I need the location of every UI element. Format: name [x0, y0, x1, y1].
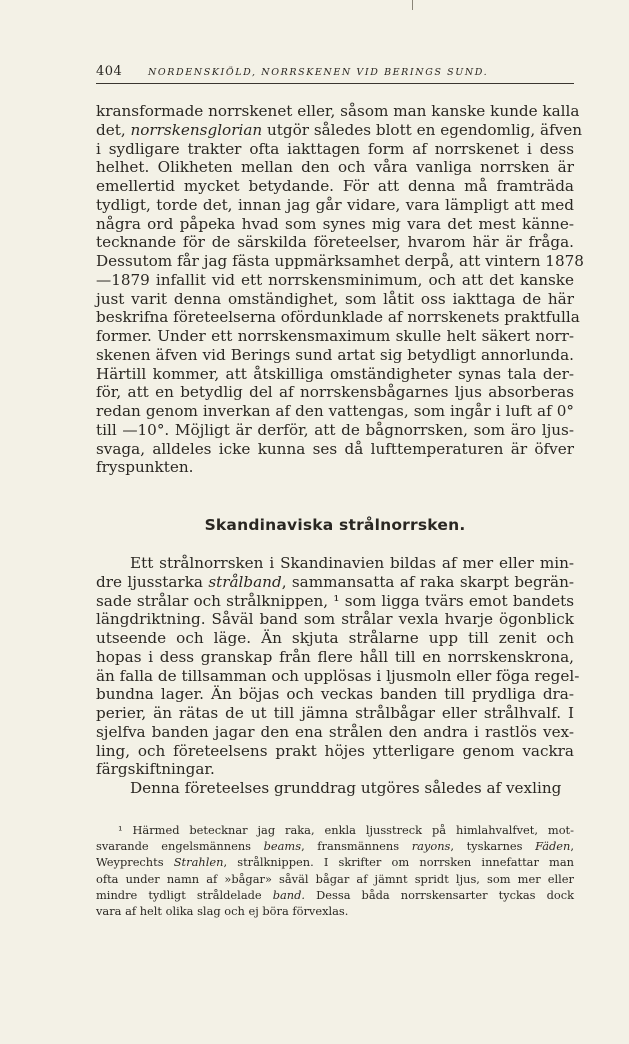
paragraph-2-line: bundna lager. Än böjas och veckas banden till prydliga dra-: [96, 685, 574, 704]
top-margin-tick: [412, 0, 413, 10]
paragraph-1-line: några ord påpeka hvad som synes mig vara det mest känne-: [96, 214, 574, 233]
running-header: [96, 64, 574, 82]
paragraph-2-line: än falla de tillsamman och upplösas i ljusmoln eller föga regel-: [96, 666, 580, 685]
header-rule: [96, 83, 574, 84]
paragraph-1-line: helhet. Olikheten mellan den och våra vanliga norrsken är: [96, 158, 574, 177]
footnote-line: vara af helt olika slag och ej böra förvexlas.: [96, 903, 349, 918]
paragraph-1-line: det, norrskensglorian utgör således blott en egendomlig, äfven: [96, 120, 583, 139]
paragraph-1-line: emellertid mycket betydande. För att denna må framträda: [96, 177, 574, 195]
paragraph-1-line: tydligt, torde det, innan jag går vidare, vara lämpligt att med: [96, 195, 574, 214]
paragraph-2-line: sjelfva banden jagar den ena strålen den andra i rastlös vex-: [96, 722, 574, 741]
footnote: [96, 822, 574, 919]
footnote-line: ¹ Härmed betecknar jag raka, enkla ljusstreck på himlahvalfvet, mot-: [118, 823, 574, 837]
paragraph-2-line: färgskiftningar.: [96, 760, 215, 779]
paragraph-1-line: tecknande för de särskilda företeelser, hvarom här är fråga.: [96, 233, 574, 252]
running-title: NORDENSKIÖLD, NORRSKENEN VID BERINGS SUND.: [148, 67, 489, 78]
paragraph-1-line: Dessutom får jag fästa uppmärksamhet derpå, att vintern 1878: [96, 252, 584, 270]
paragraph-2-line: perier, än rätas de ut till jämna strålbågar eller strålhvalf. I: [96, 704, 574, 722]
paragraph-1-line: just varit denna omständighet, som låtit oss iakttaga de här: [96, 289, 574, 308]
book-page: [96, 64, 584, 918]
paragraph-1: [96, 102, 584, 477]
paragraph-1-line: Härtill kommer, att åtskilliga omständigheter synas tala der-: [96, 364, 574, 383]
paragraph-2-line: sade strålar och strålknippen, ¹ som ligga tvärs emot bandets: [96, 591, 574, 610]
paragraph-1-line: i sydligare trakter ofta iakttagen form af norrskenet i dess: [96, 139, 574, 158]
section-heading: Skandinaviska strålnorrsken.: [204, 516, 466, 534]
paragraph-1-line: svaga, alldeles icke kunna ses då lufttemperaturen är öfver: [96, 439, 574, 458]
paragraph-2-line: ling, och företeelsens prakt höjes ytterligare genom vackra: [96, 741, 574, 760]
footnote-line: mindre tydligt stråldelade band. Dessa båda norrskensarter tyckas dock: [96, 887, 575, 902]
paragraph-2-line: Ett strålnorrsken i Skandinavien bildas af mer eller min-: [130, 554, 574, 572]
paragraph-1-line: former. Under ett norrskensmaximum skulle helt säkert norr-: [96, 327, 574, 345]
paragraph-1-line: skenen äfven vid Berings sund artat sig betydligt annorlunda.: [96, 345, 574, 364]
footnote-line: Weyprechts Strahlen, strålknippen. I skrifter om norrsken innefattar man: [96, 855, 574, 870]
footnote-line: ofta under namn af »bågar» såväl bågar af jämnt spridt ljus, som mer eller: [96, 871, 574, 886]
paragraph-1-line: kransformade norrskenet eller, såsom man kanske kunde kalla: [96, 102, 580, 120]
paragraph-2-line: Denna företeelses grunddrag utgöres således af vexling: [130, 779, 562, 797]
paragraph-2-line: längdriktning. Såväl band som strålar vexla hvarje ögonblick: [96, 610, 574, 629]
paragraph-1-line: till —10°. Möjligt är derför, att de bågnorrsken, som äro ljus-: [96, 420, 574, 439]
paragraph-1-line: beskrifna företeelserna ofördunklade af norrskenets praktfulla: [96, 308, 580, 327]
paragraph-2-line: dre ljusstarka strålband, sammansatta af raka skarpt begrän-: [96, 572, 574, 591]
footnote-line: svarande engelsmännens beams, fransmännens rayons, tyskarnes Fäden,: [96, 839, 575, 854]
paragraph-1-line: —1879 infallit vid ett norrskensminimum, och att det kanske: [96, 270, 574, 289]
paragraph-2-line: utseende och läge. Än skjuta strålarne upp till zenit och: [96, 629, 574, 647]
page-number: 404: [96, 64, 123, 79]
paragraph-1-line: redan genom inverkan af den vattengas, som ingår i luft af 0°: [96, 402, 574, 420]
paragraph-1-line: fryspunkten.: [96, 458, 194, 477]
paragraph-1-line: för, att en betydlig del af norrskensbågarnes ljus absorberas: [96, 383, 574, 402]
paragraph-2: [96, 554, 580, 798]
paragraph-2-line: hopas i dess granskap från flere håll till en norrskenskrona,: [96, 647, 574, 666]
